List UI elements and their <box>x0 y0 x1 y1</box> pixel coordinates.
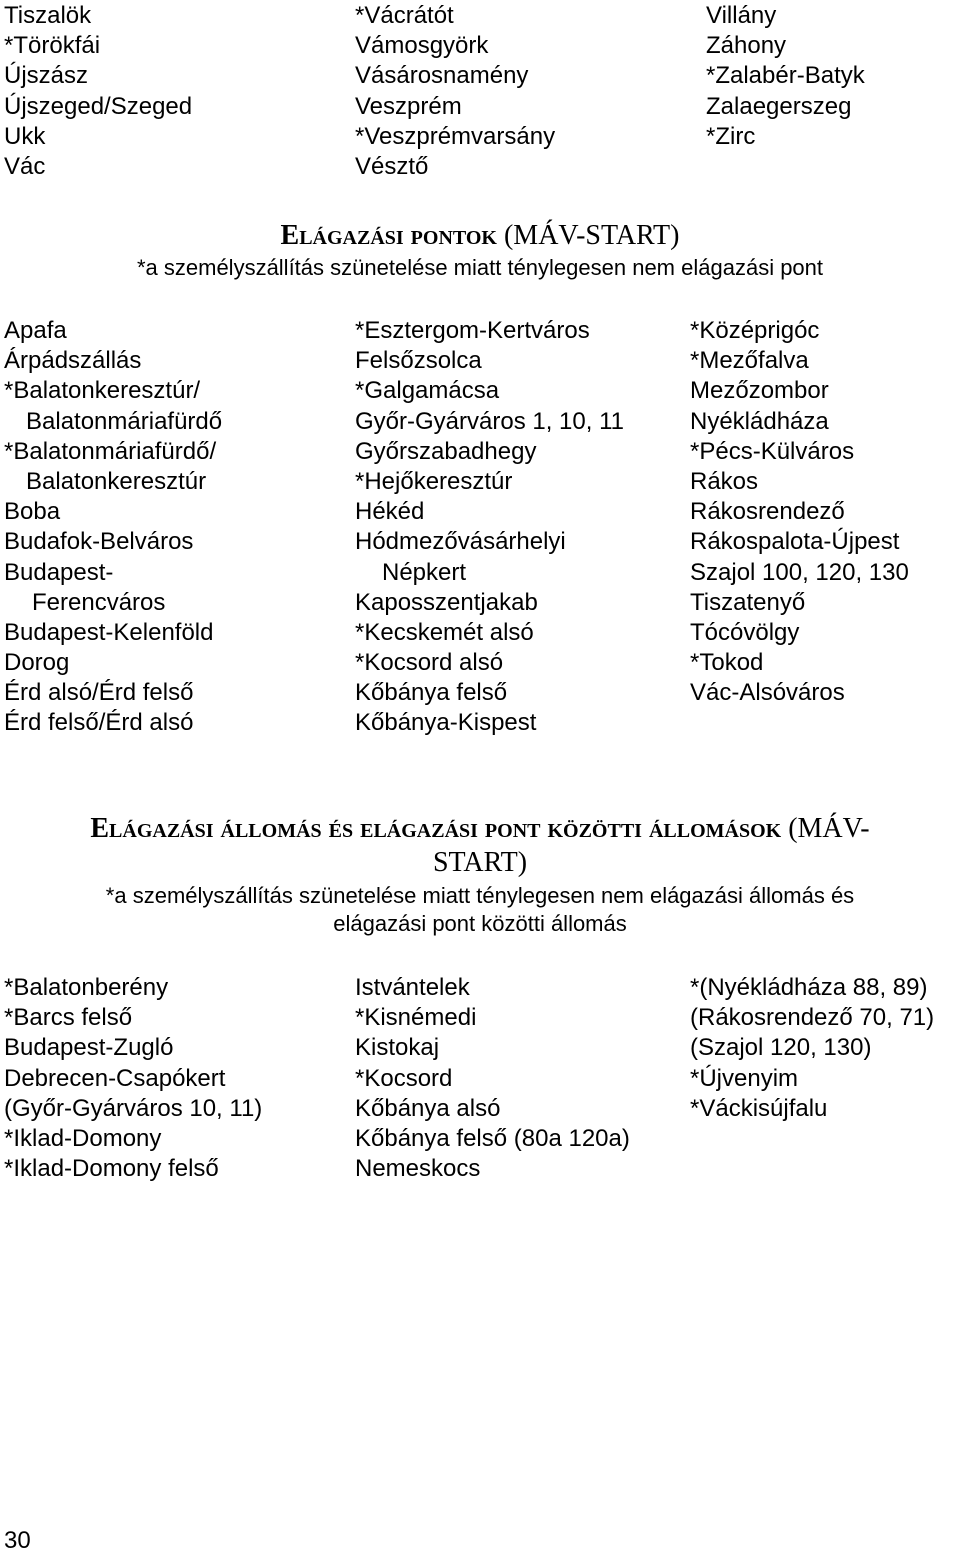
list-item: Érd alsó/Érd felső <box>4 679 194 707</box>
list-item: *Barcs felső <box>4 1004 133 1032</box>
list-item: Dorog <box>4 649 70 677</box>
list-item: Apafa <box>4 317 67 344</box>
list-item: *Hejőkeresztúr <box>355 467 513 495</box>
list-item: Árpádszállás <box>4 347 142 375</box>
list-item: (Rákosrendező 70, 71) <box>690 1004 935 1032</box>
section2-title <box>0 812 960 880</box>
list-item: Záhony <box>706 32 787 60</box>
list-item: *Iklad-Domony <box>4 1124 162 1152</box>
list-item: Újszeged/Szeged <box>4 92 193 120</box>
section1-title-caps: Elágazási pontok <box>280 220 497 251</box>
list-item: *(Nyékládháza 88, 89) <box>690 974 928 1001</box>
list-item: Hódmezővásárhelyi <box>355 528 566 556</box>
list-item: *Vácrátót <box>355 2 454 29</box>
list-item: *Zirc <box>706 122 756 150</box>
page-number: 30 <box>4 1527 31 1554</box>
section2-col2 <box>355 973 630 1184</box>
list-item: Újszász <box>4 62 89 90</box>
section2-col3 <box>690 973 934 1124</box>
list-item: Veszprém <box>355 92 462 120</box>
list-item: Balatonkeresztúr <box>26 467 207 495</box>
list-item: *Törökfái <box>4 32 101 60</box>
list-item: Debrecen-Csapókert <box>4 1064 226 1092</box>
list-item: *Kecskemét alsó <box>355 618 534 646</box>
list-item: Hékéd <box>355 498 425 526</box>
list-item: *Kocsord <box>355 1064 453 1092</box>
section1-subtitle: *a személyszállítás szünetelése miatt ténylegesen nem elágazási pont <box>136 255 824 280</box>
section0-col3 <box>706 1 865 152</box>
list-item: *Középrigóc <box>690 317 820 344</box>
list-item: *Zalabér-Batyk <box>706 62 865 90</box>
list-item: Nemeskocs <box>355 1155 481 1183</box>
list-item: Győr-Gyárváros 1, 10, 11 <box>355 407 624 435</box>
list-item: Rákos <box>690 467 759 495</box>
list-item: *Váckisújfalu <box>690 1094 828 1122</box>
list-item: Felsőzsolca <box>355 347 482 375</box>
list-item: Kőbánya-Kispest <box>355 709 537 737</box>
section1-col1 <box>4 316 222 739</box>
list-item: Balatonmáriafürdő <box>26 407 223 435</box>
list-item: Ukk <box>4 122 46 150</box>
section2-subtitle-line2: elágazási pont közötti állomás <box>333 911 627 936</box>
list-item: Vác-Alsóváros <box>690 679 845 707</box>
list-item: *Esztergom-Kertváros <box>355 317 590 344</box>
section1-title-rest: (MÁV-START) <box>496 220 680 251</box>
section2-title-rest1: (MÁV- <box>781 813 870 844</box>
list-item: Budapest- <box>4 558 114 586</box>
list-item: Kőbánya felső <box>355 679 508 707</box>
list-item: Kőbánya felső (80a 120a) <box>355 1124 630 1152</box>
section0-col2 <box>355 1 555 182</box>
list-item: *Mezőfalva <box>690 347 809 375</box>
list-item: Tiszalök <box>4 2 92 29</box>
list-item: Mezőzombor <box>690 377 829 405</box>
list-item: Budapest-Kelenföld <box>4 618 214 646</box>
list-item: *Veszprémvarsány <box>355 122 556 150</box>
list-item: Vác <box>4 152 46 180</box>
list-item: Népkert <box>382 558 467 586</box>
list-item: Kaposszentjakab <box>355 588 538 616</box>
list-item: *Balatonberény <box>4 974 169 1001</box>
section2-col1 <box>4 973 262 1184</box>
list-item: Tócóvölgy <box>690 618 800 646</box>
section2-subtitle-line1: *a személyszállítás szünetelése miatt ténylegesen nem elágazási állomás és <box>105 883 855 908</box>
list-item: (Győr-Gyárváros 10, 11) <box>4 1094 263 1122</box>
list-item: *Tokod <box>690 649 764 677</box>
list-item: Zalaegerszeg <box>706 92 852 120</box>
list-item: Vésztő <box>355 152 429 180</box>
list-item: Szajol 100, 120, 130 <box>690 558 909 586</box>
list-item: Rákosrendező <box>690 498 845 526</box>
list-item: Tiszatenyő <box>690 588 806 616</box>
list-item: (Szajol 120, 130) <box>690 1034 872 1062</box>
list-item: Budapest-Zugló <box>4 1034 174 1062</box>
list-item: *Újvenyim <box>690 1064 799 1092</box>
list-item: *Balatonmáriafürdő/ <box>4 437 217 465</box>
list-item: Boba <box>4 498 61 526</box>
list-item: *Kocsord alsó <box>355 649 504 677</box>
list-item: Kőbánya alsó <box>355 1094 501 1122</box>
list-item: *Galgamácsa <box>355 377 500 405</box>
list-item: Vásárosnamény <box>355 62 529 90</box>
list-item: *Iklad-Domony felső <box>4 1155 219 1183</box>
section1-col2 <box>355 316 624 739</box>
list-item: Budafok-Belváros <box>4 528 194 556</box>
list-item: Istvántelek <box>355 974 470 1001</box>
section0-col1 <box>4 1 192 182</box>
list-item: Kistokaj <box>355 1034 440 1062</box>
list-item: Rákospalota-Újpest <box>690 528 900 556</box>
section1-col3 <box>690 316 909 708</box>
list-item: Érd felső/Érd alsó <box>4 709 194 737</box>
section1-title <box>0 220 960 252</box>
list-item: Vámosgyörk <box>355 32 489 60</box>
list-item: Villány <box>706 2 777 29</box>
section2-title-rest2: START) <box>432 847 528 878</box>
list-item: *Kisnémedi <box>355 1004 477 1032</box>
list-item: Győrszabadhegy <box>355 437 537 465</box>
section2-title-caps: Elágazási állomás és elágazási pont közötti állomások <box>90 813 782 844</box>
list-item: Nyékládháza <box>690 407 829 435</box>
list-item: Ferencváros <box>32 588 166 616</box>
list-item: *Pécs-Külváros <box>690 437 855 465</box>
list-item: *Balatonkeresztúr/ <box>4 377 201 405</box>
